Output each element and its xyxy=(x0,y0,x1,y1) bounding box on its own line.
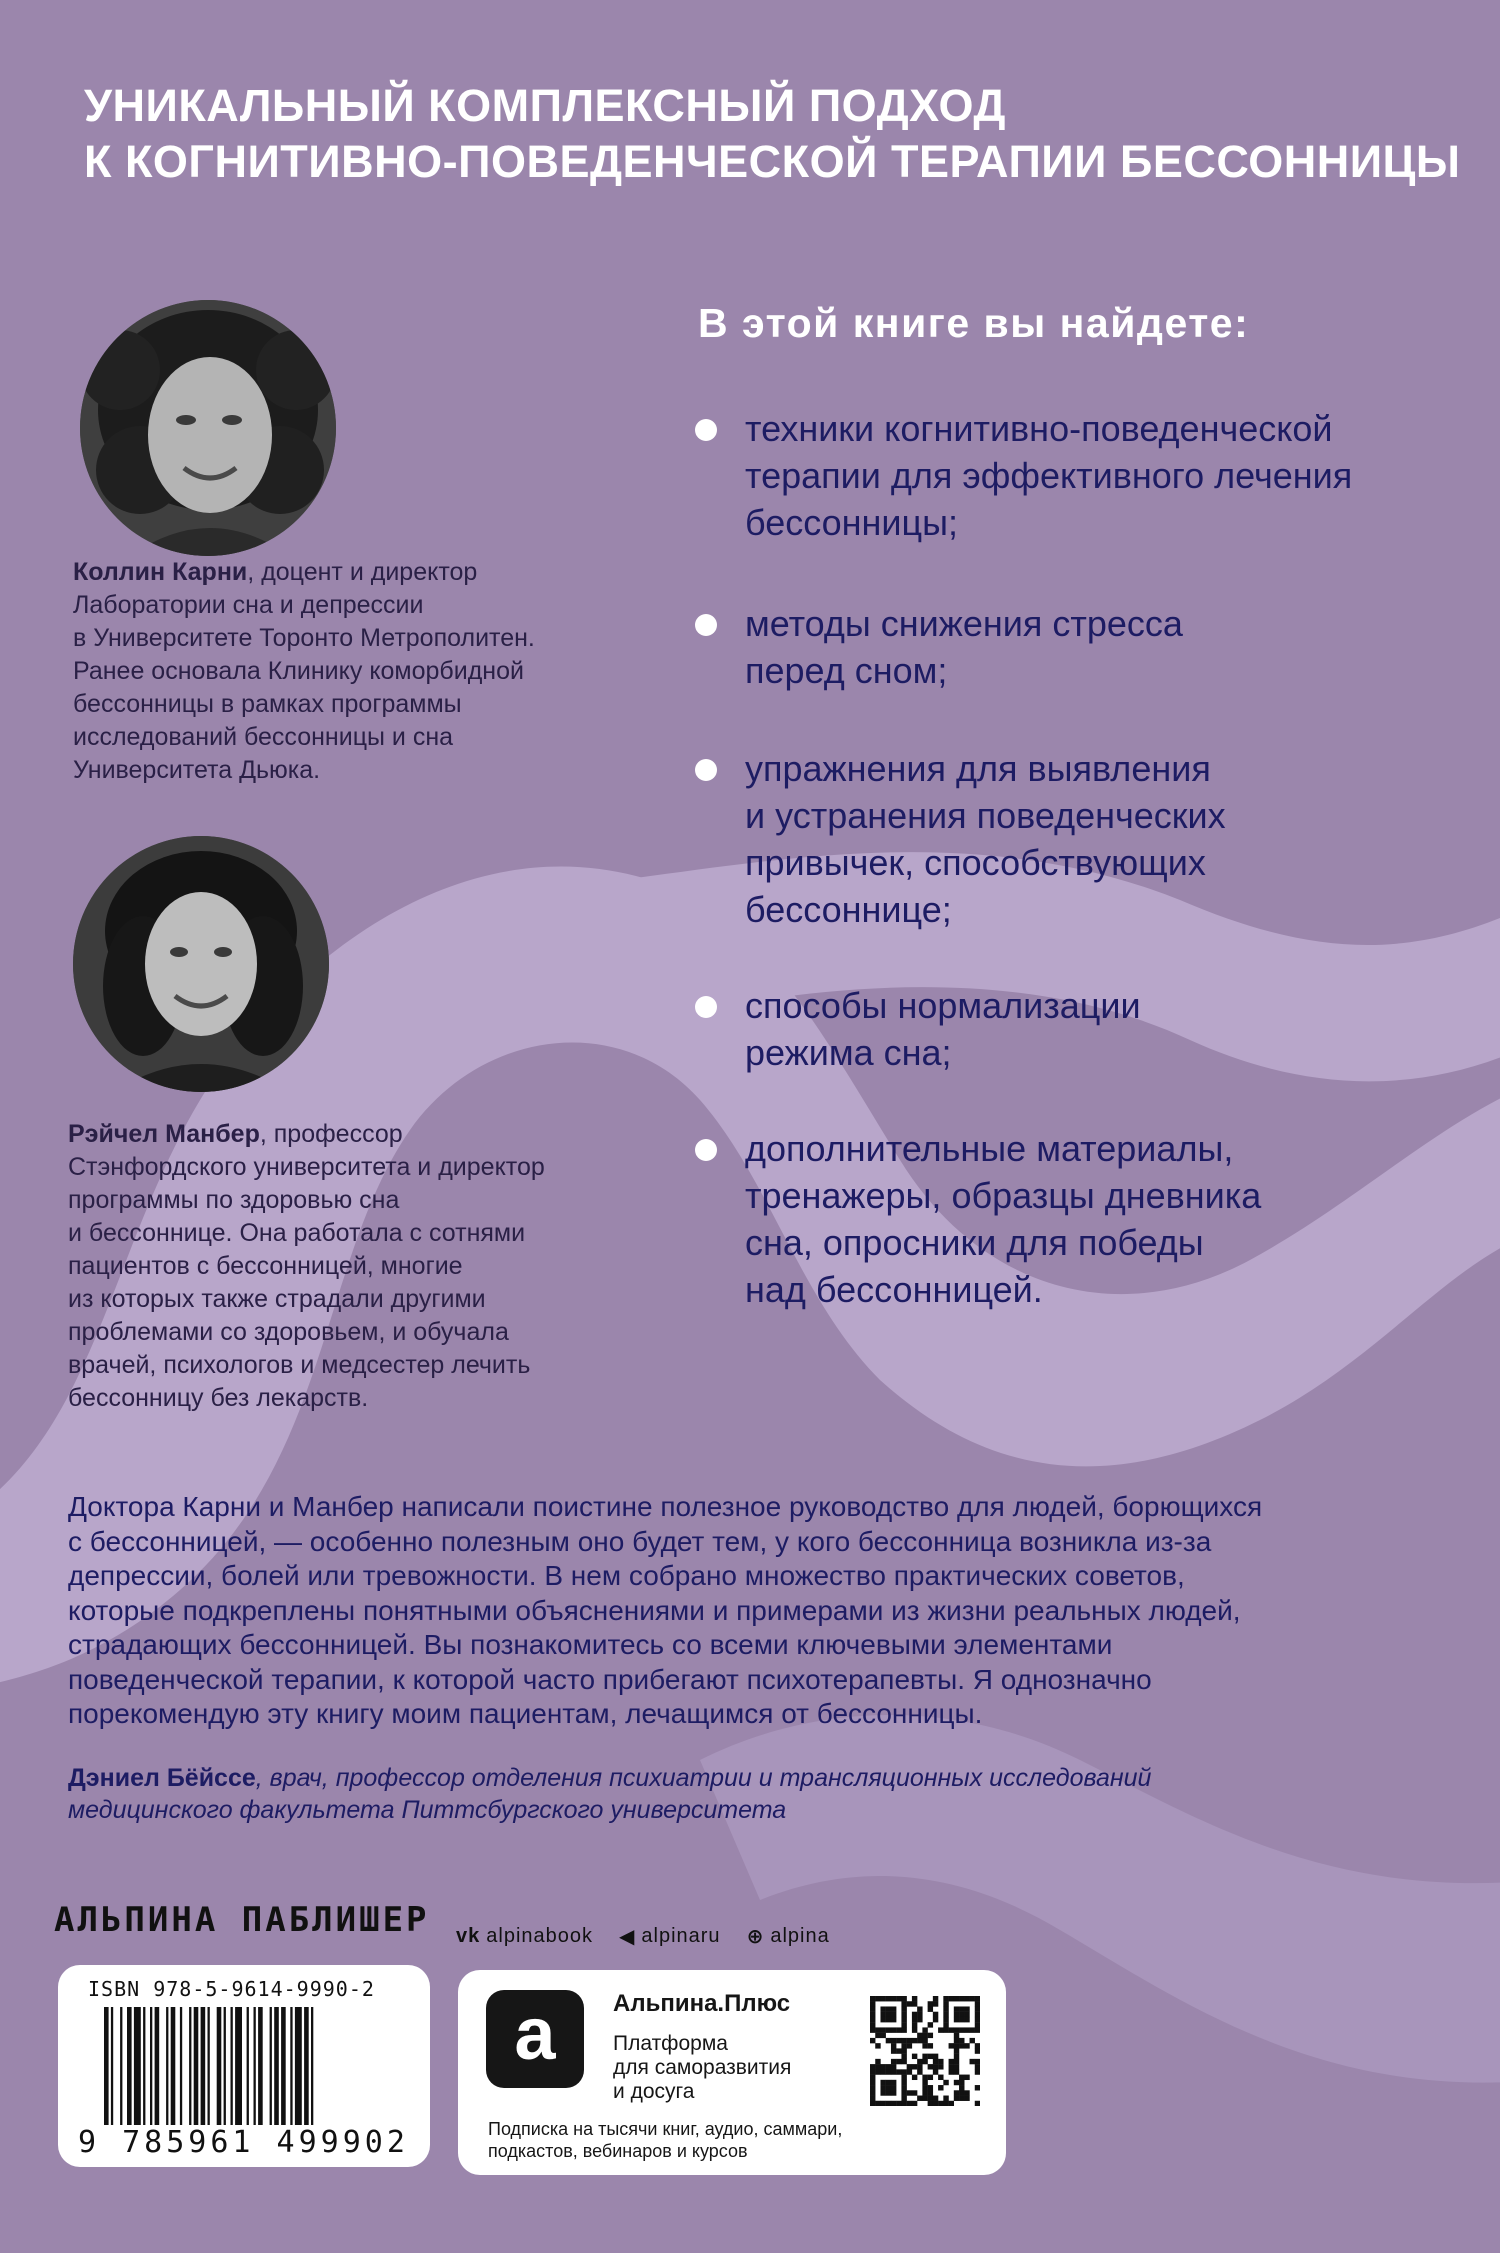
qr-code-icon[interactable] xyxy=(870,1996,980,2106)
promo-subscription xyxy=(488,2118,968,2162)
quote-author-name: Дэниел Бёйссе xyxy=(68,1764,256,1792)
promo-brand: Альпина.Плюс xyxy=(613,1990,791,2017)
find-title: В этой книге вы найдете: xyxy=(698,300,1250,346)
bullet-icon xyxy=(695,996,717,1018)
bio-line: Университета Дьюка. xyxy=(73,756,321,784)
headline-line-2: К КОГНИТИВНО-ПОВЕДЕНЧЕСКОЙ ТЕРАПИИ БЕССОННИЦЫ xyxy=(84,136,1461,187)
find-item-line: бессонницы; xyxy=(745,502,959,543)
find-item-line: привычек, способствующих xyxy=(745,842,1206,883)
find-item-line: техники когнитивно-поведенческой xyxy=(745,408,1333,449)
endorsement-quote xyxy=(68,1490,1448,1732)
social-label: alpina xyxy=(770,1925,830,1947)
find-item xyxy=(690,405,1480,546)
find-item-line: и устранения поведенческих xyxy=(745,795,1226,836)
bio-line: программы по здоровью сна xyxy=(68,1186,400,1214)
author-photo-carney xyxy=(80,300,336,556)
bio-line: проблемами со здоровьем, и обучала xyxy=(68,1318,509,1346)
find-item-line: дополнительные материалы, xyxy=(745,1128,1234,1169)
find-item xyxy=(690,1125,1480,1313)
quote-line: поведенческой терапии, к которой часто прибегают психотерапевты. Я однозначно xyxy=(68,1663,1152,1695)
social-alpina[interactable] xyxy=(747,1924,830,1949)
find-item-line: способы нормализации xyxy=(745,985,1141,1026)
find-item-line: терапии для эффективного лечения xyxy=(745,455,1353,496)
isbn-barcode-box xyxy=(58,1965,430,2167)
social-links xyxy=(456,1924,830,1949)
bio-line: , профессор xyxy=(259,1120,403,1148)
bio-line: бессонницу без лекарств. xyxy=(68,1384,369,1412)
bio-line: врачей, психологов и медсестер лечить xyxy=(68,1351,531,1379)
bio-line: бессонницы в рамках программы xyxy=(73,690,462,718)
find-item-line: перед сном; xyxy=(745,650,948,691)
find-item xyxy=(690,982,1480,1076)
author-photo-manber xyxy=(73,836,329,1092)
quote-line: Доктора Карни и Манбер написали поистине полезное руководство для людей, борющихся xyxy=(68,1491,1263,1522)
find-item-line: тренажеры, образцы дневника xyxy=(745,1175,1262,1216)
find-item-line: режима сна; xyxy=(745,1032,952,1073)
bullet-icon xyxy=(695,614,717,636)
find-item-line: методы снижения стресса xyxy=(745,603,1183,644)
plus-circle-icon: ⊕ xyxy=(746,1926,765,1948)
vk-icon: vk xyxy=(456,1925,481,1947)
promo-desc-line: для саморазвития xyxy=(613,2056,792,2079)
bullet-icon xyxy=(695,419,717,441)
find-item-line: сна, опросники для победы xyxy=(745,1222,1204,1263)
find-item-line: бессоннице; xyxy=(745,889,952,930)
author-name: Рэйчел Манбер xyxy=(68,1120,260,1148)
quote-line: которые подкреплены понятными объяснениями и примерами из жизни реальных людей, xyxy=(68,1594,1241,1626)
social-vk[interactable] xyxy=(456,1925,593,1948)
find-item-line: над бессонницей. xyxy=(745,1269,1043,1310)
promo-sub-line: Подписка на тысячи книг, аудио, саммари, xyxy=(488,2119,843,2139)
quote-line: депрессии, болей или тревожности. В нем собрано множество практических советов, xyxy=(68,1560,1185,1591)
promo-box xyxy=(458,1970,1006,2175)
promo-sub-line: подкастов, вебинаров и курсов xyxy=(488,2141,748,2161)
promo-desc-line: Платформа xyxy=(613,2032,728,2055)
quote-author-role: , врач, профессор отделения психиатрии и трансляционных исследований xyxy=(255,1764,1152,1792)
bio-line: , доцент и директор xyxy=(247,558,478,586)
bio-line: в Университете Торонто Метрополитен. xyxy=(73,624,535,652)
quote-line: порекомендую эту книгу моим пациентам, лечащимся от бессонницы. xyxy=(68,1698,983,1729)
social-label: alpinaru xyxy=(641,1925,721,1947)
social-telegram[interactable] xyxy=(619,1924,721,1949)
isbn-digits: 9 785961 499902 xyxy=(78,2125,409,2160)
promo-description xyxy=(613,2032,843,2104)
isbn-label: ISBN 978-5-9614-9990-2 xyxy=(88,1977,375,2001)
author-bio-manber xyxy=(68,1118,648,1415)
bio-line: Стэнфордского университета и директор xyxy=(68,1153,545,1181)
find-item xyxy=(690,600,1480,694)
headline-line-1: УНИКАЛЬНЫЙ КОМПЛЕКСНЫЙ ПОДХОД xyxy=(84,80,1006,131)
quote-author-role: медицинского факультета Питтсбургского университета xyxy=(68,1796,787,1824)
bio-line: пациентов с бессонницей, многие xyxy=(68,1252,463,1280)
find-item-line: упражнения для выявления xyxy=(745,748,1211,789)
social-label: alpinabook xyxy=(486,1925,593,1947)
headline xyxy=(84,78,1464,190)
quote-attribution xyxy=(68,1762,1448,1826)
telegram-icon: ◀ xyxy=(619,1926,636,1948)
quote-line: с бессонницей, — особенно полезным оно будет тем, у кого бессонница возникла из-за xyxy=(68,1525,1212,1557)
find-item xyxy=(690,745,1480,933)
promo-desc-line: и досуга xyxy=(613,2080,695,2103)
author-name: Коллин Карни xyxy=(73,558,248,586)
publisher-logo: АЛЬПИНА ПАБЛИШЕР xyxy=(54,1900,430,1940)
barcode-icon xyxy=(104,2007,404,2125)
bio-line: Ранее основала Клинику коморбидной xyxy=(73,657,524,685)
alpina-plus-logo: a xyxy=(486,1990,584,2088)
bio-line: Лаборатории сна и депрессии xyxy=(73,591,424,619)
bullet-icon xyxy=(695,1139,717,1161)
bio-line: исследований бессонницы и сна xyxy=(73,723,454,751)
bio-line: из которых также страдали другими xyxy=(68,1285,486,1313)
quote-line: страдающих бессонницей. Вы познакомитесь со всеми ключевыми элементами xyxy=(68,1629,1113,1660)
author-bio-carney xyxy=(73,556,633,787)
bullet-icon xyxy=(695,759,717,781)
bio-line: и бессоннице. Она работала с сотнями xyxy=(68,1219,526,1247)
